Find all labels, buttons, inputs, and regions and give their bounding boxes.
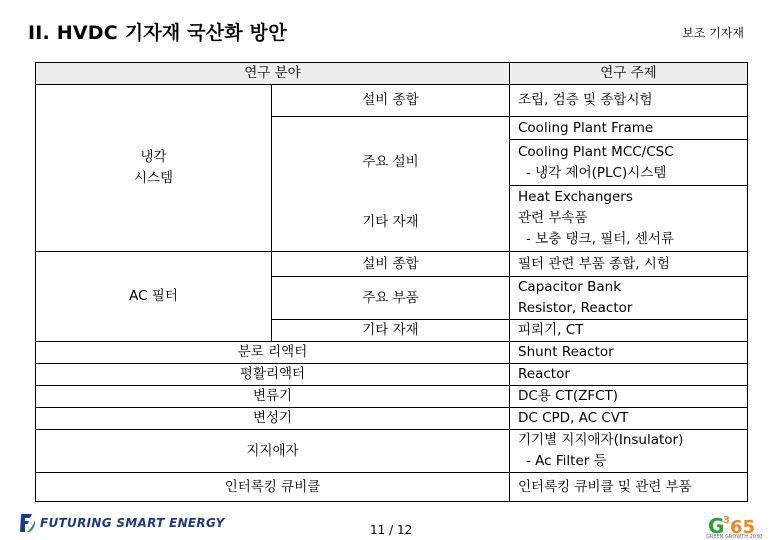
topic-line: Cooling Plant MCC/CSC [518, 143, 674, 160]
flame-logo-icon [18, 512, 38, 534]
header-field: 연구 분야 [36, 63, 510, 85]
group-label: 냉각 [140, 149, 167, 165]
table-row [36, 408, 748, 430]
topic-cell [510, 186, 748, 252]
sub-field: 주요 설비 [272, 140, 510, 186]
svg-text:G: G [708, 514, 725, 538]
topic-cell: 필터 관련 부품 종합, 시험 [510, 252, 748, 277]
topic-line: 기기별 지지애자(Insulator) [518, 432, 684, 448]
topic-line: - 보충 탱크, 필터, 센서류 [526, 231, 674, 247]
field-cell: 분로 리액터 [36, 342, 510, 364]
field-cell: 인터록킹 큐비클 [36, 473, 510, 502]
topic-cell [510, 277, 748, 320]
group-label: 시스템 [133, 170, 174, 186]
company-logo [18, 512, 225, 534]
topic-line: Resistor, Reactor [518, 300, 633, 316]
svg-text:3: 3 [723, 515, 730, 526]
table-row [36, 386, 748, 408]
topic-line: Capacitor Bank [518, 279, 622, 295]
topic-cell: Reactor [510, 364, 748, 386]
field-cell: 변류기 [36, 386, 510, 408]
field-cell: 변성기 [36, 408, 510, 430]
topic-cell: Cooling Plant Frame [510, 117, 748, 140]
table-row [36, 430, 748, 473]
svg-text:65: 65 [730, 517, 756, 538]
topic-line: Heat Exchangers [518, 189, 633, 205]
badge-subtitle: GREEN GROWTH 2030 [706, 534, 763, 540]
section-tag: 보조 기자재 [682, 26, 744, 40]
page-title: II. HVDC 기자재 국산화 방안 [28, 22, 287, 44]
table-row [36, 342, 748, 364]
sub-field: 주요 부품 [272, 277, 510, 320]
topic-line: 관련 부속품 [518, 210, 588, 226]
sub-field: 기타 자재 [272, 320, 510, 342]
group-acfilter: AC 필터 [36, 252, 272, 342]
topic-line: - Ac Filter 등 [526, 453, 607, 469]
field-cell: 평활리액터 [36, 364, 510, 386]
topic-cell: DC용 CT(ZFCT) [510, 386, 748, 408]
topic-cell: Shunt Reactor [510, 342, 748, 364]
sub-field: 설비 종합 [272, 85, 510, 117]
table-row [36, 85, 748, 117]
research-table [35, 62, 748, 502]
topic-cell: 조립, 검증 및 종합시험 [510, 85, 748, 117]
table-row [36, 364, 748, 386]
page-number: 11 / 12 [370, 523, 413, 537]
topic-cell [510, 430, 748, 473]
topic-cell: 인터록킹 큐비클 및 관련 부품 [510, 473, 748, 502]
table-row [36, 473, 748, 502]
table-header-row [36, 63, 748, 85]
table-row [36, 252, 748, 277]
field-cell: 지지애자 [36, 430, 510, 473]
topic-cell: 피뢰기, CT [510, 320, 748, 342]
topic-cell [510, 140, 748, 186]
group-cooling [36, 85, 272, 252]
sub-field-empty [272, 117, 510, 140]
sub-field: 기타 자재 [272, 186, 510, 252]
topic-line: - 냉각 제어(PLC)시스템 [526, 164, 667, 181]
topic-cell: DC CPD, AC CVT [510, 408, 748, 430]
sub-field: 설비 종합 [272, 252, 510, 277]
header-topic: 연구 주제 [510, 63, 748, 85]
logo-text: FUTURING SMART ENERGY [40, 516, 225, 530]
